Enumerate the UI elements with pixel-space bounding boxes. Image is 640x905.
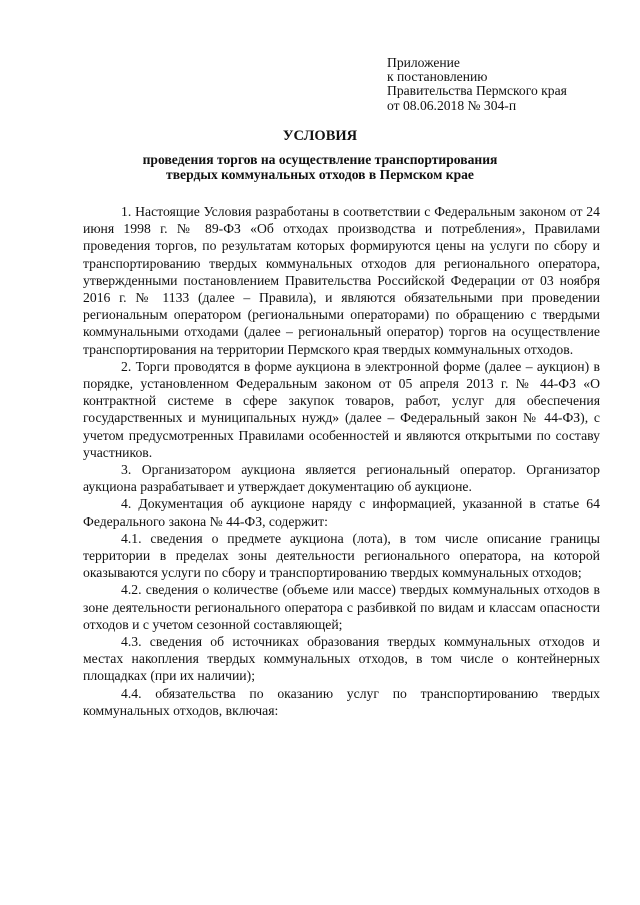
appendix-line: Приложение	[387, 55, 460, 70]
document-body	[83, 203, 600, 719]
appendix-block	[387, 56, 567, 113]
paragraph-2: 2. Торги проводятся в форме аукциона в электронной форме (далее – аукцион) в порядке, установленном Федеральным законом от 05 апреля 2013 г. № 44-ФЗ «О контрактной системе в сфере закупок товаров, работ, услуг для обеспечения государственных и муниципальных нужд» (далее – Федеральный закон № 44-ФЗ), с учетом предусмотренных Правилами особенностей и являются открытыми по составу участников.	[83, 358, 600, 460]
appendix-line: от 08.06.2018 № 304-п	[387, 97, 517, 113]
document-title: УСЛОВИЯ	[282, 128, 358, 144]
subtitle-line: проведения торгов на осуществление транспортирования	[142, 152, 498, 167]
paragraph-4-3: 4.3. сведения об источниках образования твердых коммунальных отходов и местах накопления твердых коммунальных отходов, в том числе о контейнерных площадках (при их наличии);	[83, 634, 600, 684]
paragraph-4-4: 4.4. обязательства по оказанию услуг по транспортированию твердых коммунальных отходов, включая:	[83, 685, 600, 718]
paragraph-4-2: 4.2. сведения о количестве (объеме или массе) твердых коммунальных отходов в зоне деятельности регионального оператора с разбивкой по видам и классам опасности отходов и с учетом сезонной составляющей;	[83, 582, 600, 632]
paragraph-3: 3. Организатором аукциона является региональный оператор. Организатор аукциона разрабатывает и утверждает документацию об аукционе.	[83, 462, 600, 495]
paragraph-4: 4. Документация об аукционе наряду с информацией, указанной в статье 64 Федерального закона № 44-ФЗ, содержит:	[83, 496, 600, 529]
paragraph-1: 1. Настоящие Условия разработаны в соответствии с Федеральным законом от 24 июня 1998 г. № 89-ФЗ «Об отходах производства и потребления», Правилами проведения торгов, по результатам которых формируются цены на услуги по сбору и транспортированию твердых коммунальных отходов для регионального оператора, утвержденными постановлением Правительства Российской Федерации от 03 ноября 2016 г. № 1133 (далее – Правила), и являются обязательными при проведении региональным оператором (региональными операторами) по обращению с твердыми коммунальными отходами (далее – региональный оператор) торгов на осуществление транспортирования на территории Пермского края твердых коммунальных отходов.	[83, 204, 600, 357]
appendix-line: к постановлению	[387, 69, 488, 85]
document-subtitle	[0, 152, 640, 182]
paragraph-4-1: 4.1. сведения о предмете аукциона (лота), в том числе описание границы территории в пределах зоны деятельности регионального оператора, на которой оказываются услуги по сбору и транспортированию твердых коммунальных отходов;	[83, 530, 600, 581]
appendix-line: Правительства Пермского края	[387, 83, 567, 99]
subtitle-line: твердых коммунальных отходов в Пермском крае	[166, 167, 474, 182]
